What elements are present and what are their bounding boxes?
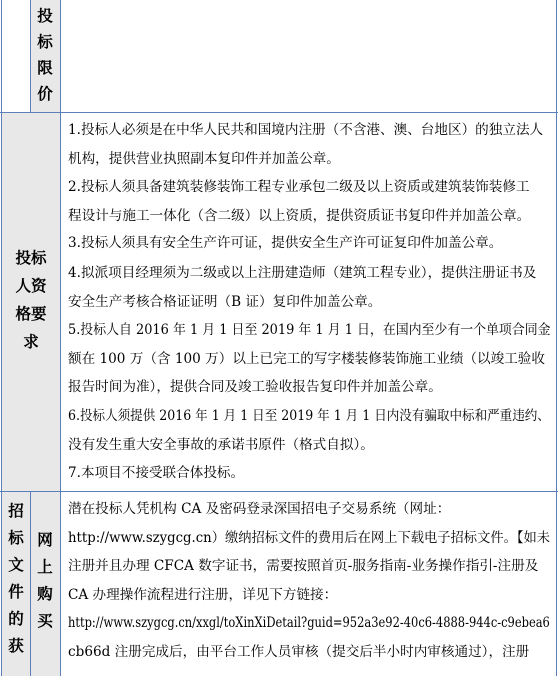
requirement-item-3: [68, 229, 548, 258]
price-header-char: 价: [37, 84, 53, 103]
requirement-item-7: [68, 459, 548, 488]
column-divider: [30, 0, 31, 112]
qualification-header-line: 人资: [15, 276, 47, 295]
text-line: CA 办理操作流程进行注册，详见下方链接：: [68, 586, 338, 603]
online-purchase-char: 购: [37, 584, 53, 603]
obtain-header-char: 的: [8, 609, 24, 628]
text-line: 机构，提供营业执照副本复印件并加盖公章。: [68, 150, 340, 167]
price-limit-value: [68, 6, 548, 106]
table-right-border: [556, 0, 557, 676]
text-line: cb66d 注册完成后，由平台工作人员审核（提交后半小时内审核通过），注册: [68, 643, 530, 660]
qualification-header-line: 求: [23, 332, 39, 351]
requirement-item-6: [68, 402, 548, 459]
text-line: 没有发生重大安全事故的承诺书原件（格式自拟）。: [68, 436, 374, 453]
qualification-header-line: 格要: [15, 304, 47, 323]
price-header-char: 标: [37, 32, 53, 51]
text-line: 4.拟派项目经理须为二级或以上注册建造师（建筑工程专业），提供注册证书及: [68, 265, 537, 281]
text-line: 5.投标人自 2016 年 1 月 1 日至 2019 年 1 月 1 日，在国内至少有一个单项合同金: [68, 322, 551, 338]
obtain-header-char: 获: [8, 636, 24, 655]
obtain-header-char: 招: [8, 501, 24, 520]
text-line: http://www.szygcg.cn）缴纳招标文件的费用后在网上下载电子招标文件。【如未: [68, 529, 551, 546]
obtain-header-char: 标: [8, 528, 24, 547]
text-line: 2.投标人须具备建筑装修装饰工程专业承包二级及以上资质或建筑装饰装修工: [68, 179, 530, 195]
row-divider: [0, 491, 558, 492]
row-divider: [0, 112, 558, 113]
text-line: 额在 100 万（含 100 万）以上已完工的写字楼装修装饰施工业绩（以竣工验收: [68, 350, 545, 367]
requirement-item-4: [68, 259, 548, 316]
text-line: 7.本项目不接受联合体投标。: [68, 465, 245, 481]
price-header-char: 投: [37, 6, 53, 25]
text-line: 注册并且办理 CFCA 数字证书，需要按照首页-服务指南-业务操作指引-注册及: [68, 558, 539, 574]
obtain-header-char: 文: [8, 555, 24, 574]
price-header-char: 限: [37, 58, 53, 77]
text-line: 报告时间为准），提供合同及竣工验收报告复印件并加盖公章。: [68, 379, 442, 395]
column-divider: [60, 0, 61, 676]
online-purchase-char: 买: [37, 611, 53, 630]
registration-link[interactable]: http://www.szygcg.cn/xxgl/toXinXiDetail?guid=952a3e92-40c6-4888-944c-c9ebea6: [68, 615, 550, 631]
text-line: 1.投标人必须是在中华人民共和国境内注册（不含港、澳、台地区）的独立法人: [68, 122, 544, 138]
requirement-item-5: [68, 316, 551, 402]
obtain-instructions: [68, 495, 551, 666]
text-line: 程设计与施工一体化（含二级）以上资质，提供资质证书复印件并加盖公章。: [68, 207, 531, 224]
requirement-item-1: [68, 116, 548, 173]
online-purchase-char: 上: [37, 557, 53, 576]
text-line: 安全生产考核合格证证明（B 证）复印件加盖公章。: [68, 293, 382, 310]
text-line: 潜在投标人凭机构 CA 及密码登录深国招电子交易系统（网址：: [68, 501, 451, 517]
column-divider: [30, 491, 31, 676]
qualification-header-line: 投标: [15, 248, 47, 267]
online-purchase-char: 网: [37, 530, 53, 549]
obtain-header-char: 件: [8, 582, 24, 601]
text-line: 3.投标人须具有安全生产许可证，提供安全生产许可证复印件加盖公章。: [68, 235, 503, 251]
requirement-item-2: [68, 173, 548, 230]
text-line: 6.投标人须提供 2016 年 1 月 1 日至 2019 年 1 月 1 日内没有骗取中标和严重违约、: [68, 408, 550, 424]
